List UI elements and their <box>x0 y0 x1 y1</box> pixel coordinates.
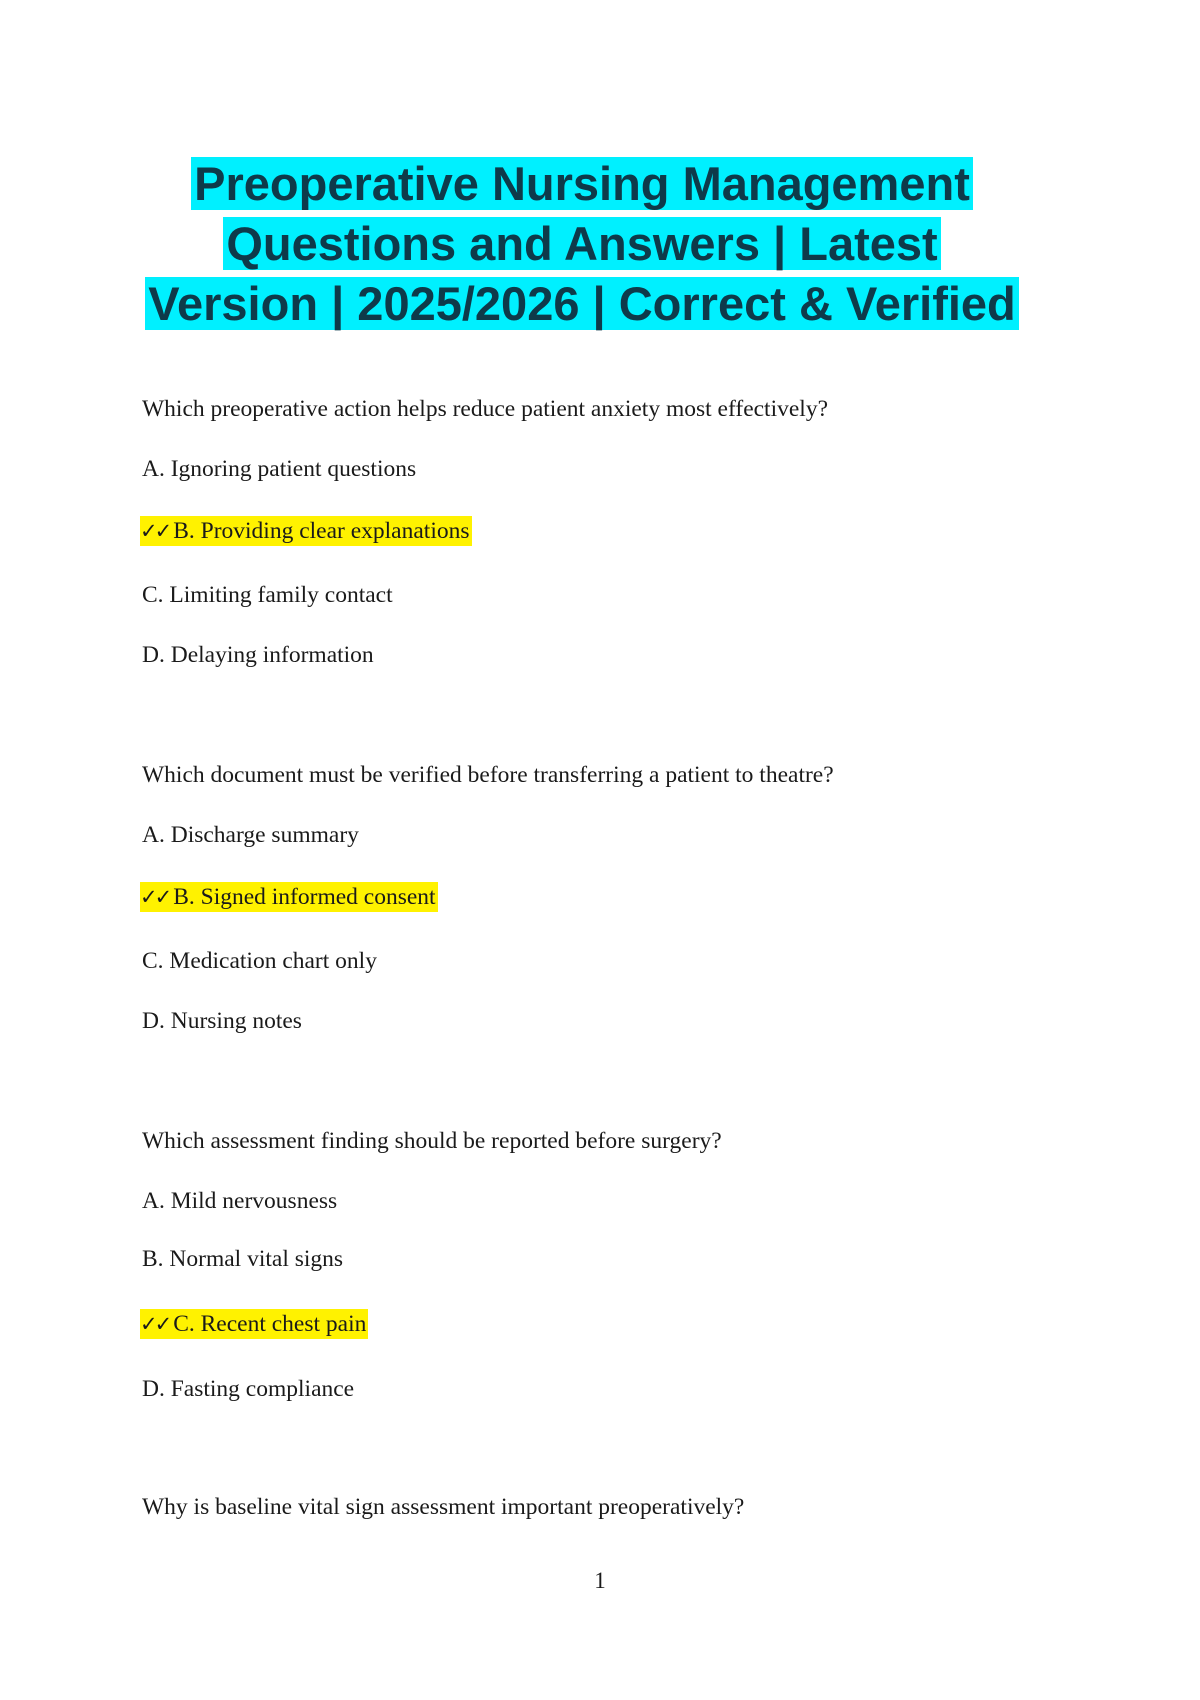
answer-option: A. Discharge summary <box>142 822 359 848</box>
answer-option: D. Delaying information <box>142 642 374 668</box>
answer-option: A. Mild nervousness <box>142 1188 338 1214</box>
answer-option: A. Ignoring patient questions <box>142 456 417 482</box>
double-check-icon: ✓✓ <box>140 885 170 909</box>
double-check-icon: ✓✓ <box>140 1312 170 1336</box>
answer-option: B. Normal vital signs <box>142 1246 344 1272</box>
answer-option: C. Limiting family contact <box>142 582 393 608</box>
page-number: 1 <box>594 1568 606 1593</box>
title-line: Preoperative Nursing Management <box>191 157 973 210</box>
question-text: Which preoperative action helps reduce patient anxiety most effectively? <box>142 396 828 422</box>
answer-option: D. Fasting compliance <box>142 1376 355 1402</box>
question-text: Which assessment finding should be reported before surgery? <box>142 1128 722 1154</box>
correct-answer-option <box>140 1309 368 1339</box>
document-title <box>142 154 1022 334</box>
question-text: Which document must be verified before transferring a patient to theatre? <box>142 762 834 788</box>
answer-option: C. Medication chart only <box>142 948 377 974</box>
answer-option-label: B. Providing clear explanations <box>173 518 470 544</box>
correct-answer-option <box>140 516 472 546</box>
title-line: Questions and Answers | Latest <box>223 217 940 270</box>
answer-option-label: B. Signed informed consent <box>173 884 436 910</box>
title-line: Version | 2025/2026 | Correct & Verified <box>145 277 1019 330</box>
correct-answer-option <box>140 882 438 912</box>
double-check-icon: ✓✓ <box>140 519 170 543</box>
answer-option: D. Nursing notes <box>142 1008 302 1034</box>
answer-option-label: C. Recent chest pain <box>173 1311 367 1337</box>
question-text: Why is baseline vital sign assessment important preoperatively? <box>142 1494 745 1520</box>
